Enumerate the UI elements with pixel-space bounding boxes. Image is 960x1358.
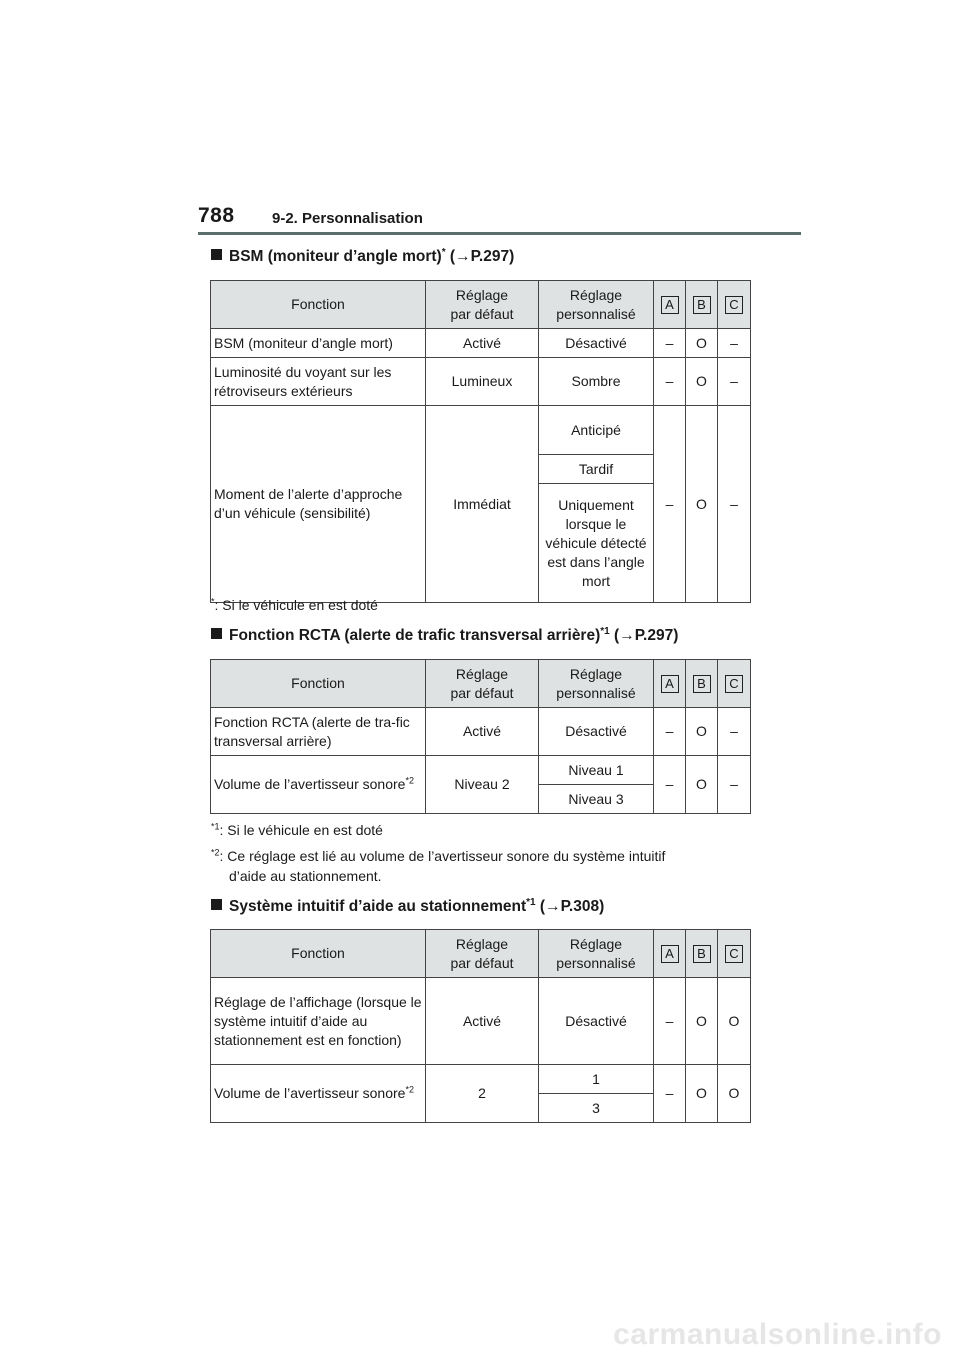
section-title: 9-2. Personnalisation — [272, 210, 423, 227]
tag-b-icon: B — [693, 675, 711, 693]
cell-defaut: Niveau 2 — [426, 756, 539, 814]
col-personnalise: Réglage personnalisé — [539, 930, 654, 978]
s2-note2-text: : Ce réglage est lié au volume de l’avertisseur sonore du système intuitif — [219, 848, 666, 864]
cell-defaut: Lumineux — [426, 358, 539, 406]
cell-b: O — [686, 978, 718, 1065]
s1-title-sup: * — [441, 246, 446, 258]
cell-a: – — [654, 1065, 686, 1123]
cell-c: O — [718, 1065, 751, 1123]
s2-title-sup: *1 — [600, 625, 610, 637]
cell-b: O — [686, 708, 718, 756]
cell-personnalise: Désactivé — [539, 978, 654, 1065]
cell-personnalise: Sombre — [539, 358, 654, 406]
col-personnalise: Réglage personnalisé — [539, 281, 654, 329]
cell-fonction-sup: *2 — [405, 1084, 414, 1095]
table-row — [211, 329, 751, 358]
col-a — [654, 930, 686, 978]
col-fonction: Fonction — [211, 660, 426, 708]
square-bullet-icon — [211, 628, 222, 639]
cell-personnalise: 1 — [539, 1065, 654, 1094]
cell-a: – — [654, 406, 686, 603]
tag-a-icon: A — [661, 296, 679, 314]
col-b — [686, 660, 718, 708]
cell-fonction — [211, 1065, 426, 1123]
cell-c: – — [718, 329, 751, 358]
col-fonction: Fonction — [211, 281, 426, 329]
page-header — [198, 200, 801, 236]
cell-fonction-sup: *2 — [405, 775, 414, 786]
square-bullet-icon — [211, 899, 222, 910]
cell-defaut: Activé — [426, 329, 539, 358]
cell-b: O — [686, 329, 718, 358]
s1-ref: (→P.297) — [449, 248, 515, 265]
cell-b: O — [686, 756, 718, 814]
s2-header-row — [211, 660, 751, 708]
col-personnalise: Réglage personnalisé — [539, 660, 654, 708]
table-row — [211, 708, 751, 756]
table-row — [211, 756, 751, 785]
cell-a: – — [654, 978, 686, 1065]
cell-fonction: Luminosité du voyant sur les rétroviseurs extérieurs — [211, 358, 426, 406]
col-c — [718, 930, 751, 978]
watermark: carmanualsonline.info — [613, 1318, 942, 1351]
cell-personnalise: 3 — [539, 1094, 654, 1123]
cell-b: O — [686, 1065, 718, 1123]
tag-b-icon: B — [693, 945, 711, 963]
s2-note2-mark: *2 — [211, 847, 220, 858]
s2-ref: (→P.297) — [614, 627, 679, 644]
table-row — [211, 358, 751, 406]
header-divider — [198, 232, 801, 235]
s1-header-row — [211, 281, 751, 329]
s2-heading — [211, 627, 678, 645]
table-row — [211, 1065, 751, 1094]
cell-personnalise: Niveau 1 — [539, 756, 654, 785]
table-row — [211, 978, 751, 1065]
tag-c-icon: C — [725, 296, 743, 314]
col-a — [654, 660, 686, 708]
cell-fonction-text: Volume de l’avertisseur sonore — [214, 776, 406, 792]
s2-note1-mark: *1 — [211, 821, 220, 832]
square-bullet-icon — [211, 249, 222, 260]
s2-title: Fonction RCTA (alerte de trafic transversal arrière) — [229, 627, 601, 644]
cell-personnalise: Uniquement lorsque le véhicule détecté est dans l’angle mort — [539, 484, 654, 603]
s1-table — [210, 280, 751, 603]
s2-note1-text: : Si le véhicule en est doté — [219, 822, 383, 838]
cell-defaut: Activé — [426, 708, 539, 756]
cell-c: – — [718, 358, 751, 406]
cell-fonction: Réglage de l’affichage (lorsque le système intuitif d’aide au stationnement est en fonction) — [211, 978, 426, 1065]
col-a — [654, 281, 686, 329]
s1-heading — [211, 248, 514, 266]
cell-defaut: 2 — [426, 1065, 539, 1123]
s2-note2 — [211, 846, 751, 886]
s3-heading — [211, 898, 604, 916]
col-defaut: Réglage par défaut — [426, 281, 539, 329]
col-defaut: Réglage par défaut — [426, 930, 539, 978]
tag-c-icon: C — [725, 945, 743, 963]
s1-note-mark: * — [211, 596, 215, 607]
col-defaut: Réglage par défaut — [426, 660, 539, 708]
s2-note2-cont: d’aide au stationnement. — [229, 868, 382, 884]
cell-a: – — [654, 708, 686, 756]
cell-personnalise: Désactivé — [539, 329, 654, 358]
cell-fonction: Fonction RCTA (alerte de tra-fic transversal arrière) — [211, 708, 426, 756]
s3-ref: (→P.308) — [539, 898, 605, 915]
cell-personnalise: Tardif — [539, 455, 654, 484]
table-row — [211, 406, 751, 455]
cell-a: – — [654, 756, 686, 814]
s3-title-sup: *1 — [526, 896, 536, 908]
s1-title: BSM (moniteur d’angle mort) — [229, 248, 442, 265]
cell-a: – — [654, 358, 686, 406]
tag-a-icon: A — [661, 945, 679, 963]
cell-fonction: BSM (moniteur d’angle mort) — [211, 329, 426, 358]
cell-a: – — [654, 329, 686, 358]
s1-note — [211, 595, 378, 615]
s1-note-text: : Si le véhicule en est doté — [214, 597, 378, 613]
col-c — [718, 281, 751, 329]
cell-b: O — [686, 406, 718, 603]
tag-c-icon: C — [725, 675, 743, 693]
s2-note1 — [211, 820, 383, 840]
cell-c: – — [718, 756, 751, 814]
cell-defaut: Activé — [426, 978, 539, 1065]
col-b — [686, 281, 718, 329]
s3-table — [210, 929, 751, 1123]
cell-b: O — [686, 358, 718, 406]
cell-fonction — [211, 756, 426, 814]
col-b — [686, 930, 718, 978]
cell-fonction: Moment de l’alerte d’approche d’un véhicule (sensibilité) — [211, 406, 426, 603]
cell-c: – — [718, 406, 751, 603]
cell-c: – — [718, 708, 751, 756]
cell-c: O — [718, 978, 751, 1065]
col-fonction: Fonction — [211, 930, 426, 978]
cell-personnalise: Niveau 3 — [539, 785, 654, 814]
tag-b-icon: B — [693, 296, 711, 314]
cell-fonction-text: Volume de l’avertisseur sonore — [214, 1085, 406, 1101]
cell-defaut: Immédiat — [426, 406, 539, 603]
cell-personnalise: Désactivé — [539, 708, 654, 756]
col-c — [718, 660, 751, 708]
s2-table — [210, 659, 751, 814]
cell-personnalise: Anticipé — [539, 406, 654, 455]
s3-title: Système intuitif d’aide au stationnement — [229, 898, 527, 915]
tag-a-icon: A — [661, 675, 679, 693]
s3-header-row — [211, 930, 751, 978]
page-number: 788 — [198, 204, 235, 227]
